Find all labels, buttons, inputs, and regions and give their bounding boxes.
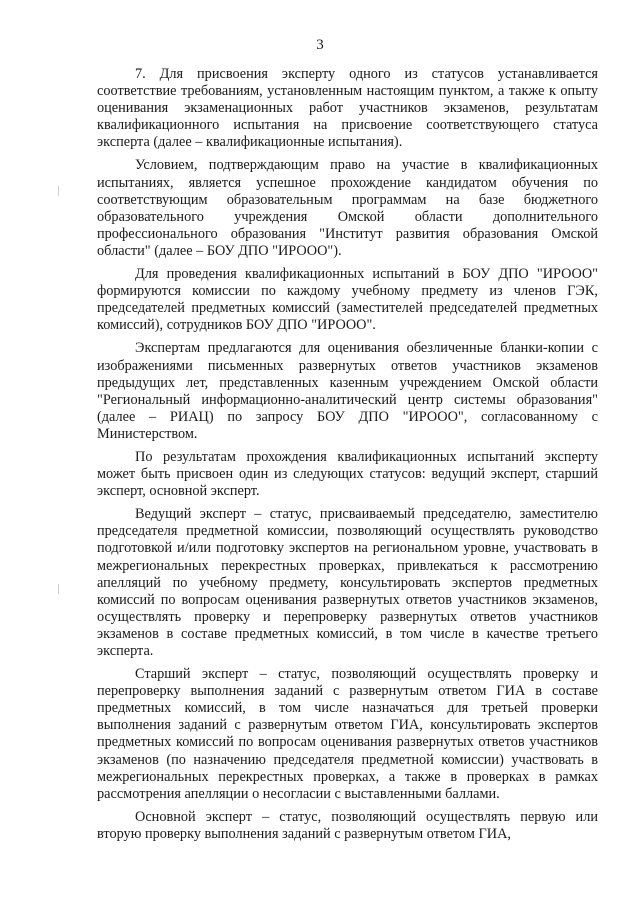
paragraph-3: Для проведения квалификационных испытаний в БОУ ДПО "ИРООО" формируются комиссии по каждому учебному предмету из членов ГЭК, председателей предметных комиссий (заместителей председателей предметных комиссий), сотрудников БОУ ДПО "ИРООО". (97, 266, 598, 334)
paragraph-4: Экспертам предлагаются для оценивания обезличенные бланки-копии с изображениями письменных развернутых ответов участников экзаменов предыдущих лет, представленных казенным учреждением Омской области "Региональный информационно-аналитический центр системы образования" (далее – РИАЦ) по запросу БОУ ДПО "ИРООО", согласованному с Министерством. (97, 340, 598, 442)
paragraph-5: По результатам прохождения квалификационных испытаний эксперту может быть присвоен один из следующих статусов: ведущий эксперт, старший эксперт, основной эксперт. (97, 448, 598, 500)
paragraph-6: Ведущий эксперт – статус, присваиваемый председателю, заместителю председателя предметной комиссии, позволяющий осуществлять руководство подготовкой и/или подготовку экспертов на региональном уровне, участвовать в межрегиональных перекрестных проверках, привлекаться к рассмотрению апелляций по учебному предмету, консультировать экспертов предметных комиссий по вопросам оценивания развернутых ответов участников экзаменов, осуществлять проверку и перепроверку развернутых ответов участников экзаменов в составе предметных комиссий, в том числе в качестве третьего эксперта. (97, 506, 598, 659)
paragraph-7: Старший эксперт – статус, позволяющий осуществлять проверку и перепроверку выполнения заданий с развернутым ответом ГИА в составе предметных комиссий, в том числе назначаться для третьей проверки выполнения заданий с развернутым ответом ГИА, консультировать экспертов предметных комиссий по вопросам оценивания развернутых ответов участников экзаменов (по назначению председателя предметной комиссии) участвовать в межрегиональных перекрестных проверках, а также в проверках в рамках рассмотрения апелляции о несогласии с выставленными баллами. (97, 666, 598, 802)
margin-mark (58, 584, 59, 594)
paragraph-8: Основной эксперт – статус, позволяющий осуществлять первую или вторую проверку выполнения заданий с развернутым ответом ГИА, (97, 808, 598, 842)
paragraph-2: Условием, подтверждающим право на участие в квалификационных испытаниях, является успешное прохождение кандидатом обучения по соответствующим образовательным программам на базе бюджетного образовательного учреждения Омской области дополнительного профессионального образования "Институт развития образования Омской области" (далее – БОУ ДПО "ИРООО"). (97, 157, 598, 259)
paragraph-1: 7. Для присвоения эксперту одного из статусов устанавливается соответствие требованиям, установленным настоящим пунктом, а также к опыту оценивания экзаменационных работ участников экзаменов, результатам квалификационного испытания на присвоение соответствующего статуса эксперта (далее – квалификационные испытания). (97, 66, 598, 151)
page-number: 3 (316, 37, 324, 53)
margin-mark (58, 186, 59, 196)
document-body (97, 66, 598, 849)
